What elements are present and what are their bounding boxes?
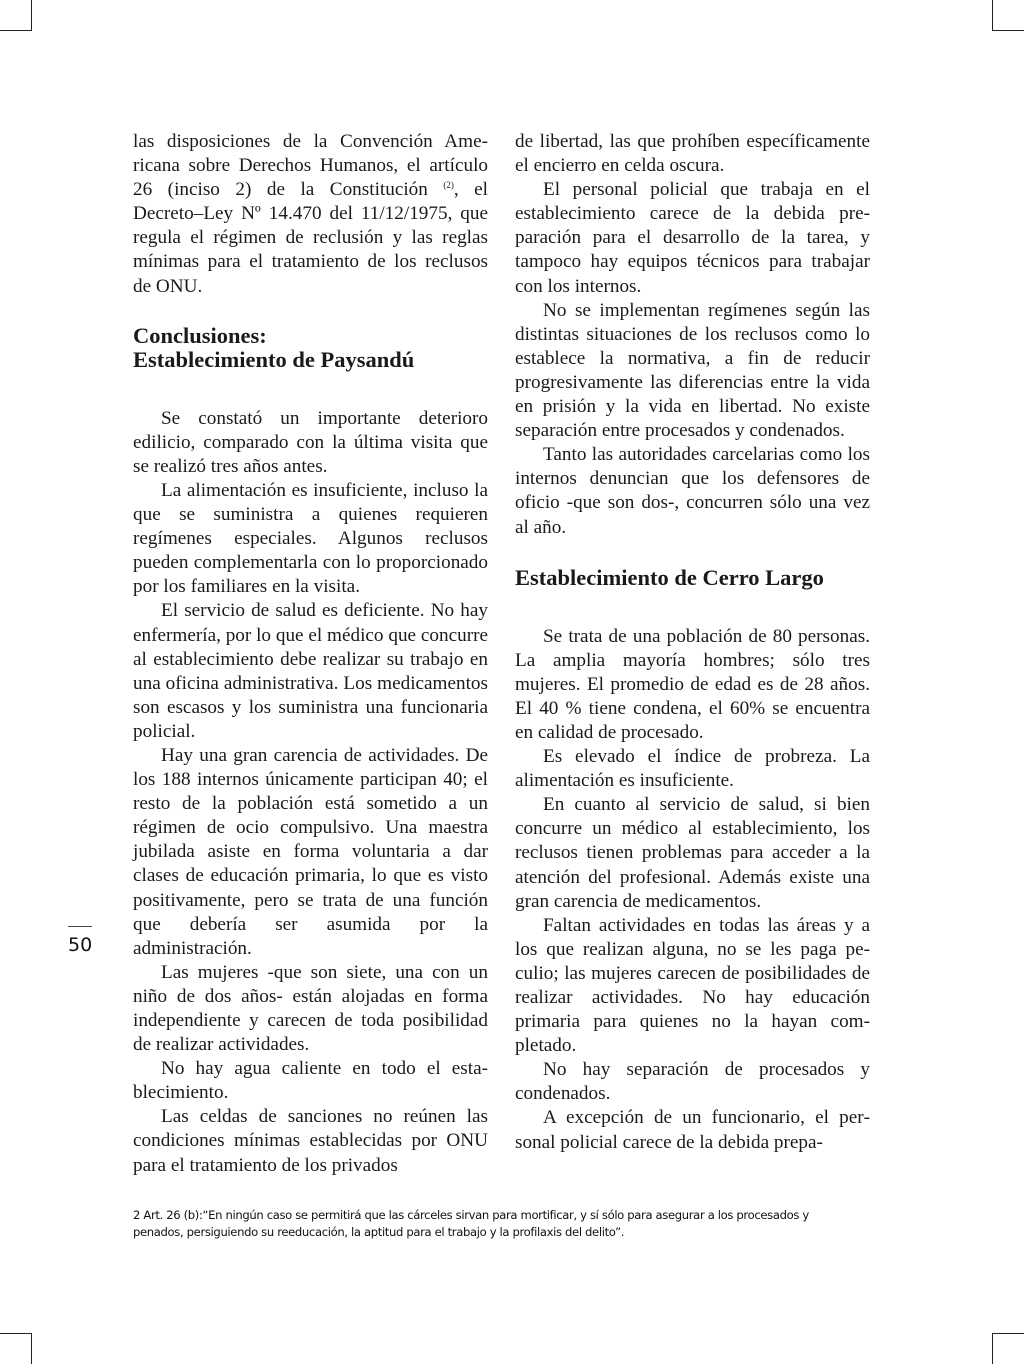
paragraph: Tanto las autoridades carcelarias como los internos denuncian que los defensores de oficio -que son dos-, concurren sólo una vez al año. [515,444,870,538]
crop-mark-top-right [992,0,993,31]
crop-mark-top-left [31,0,32,31]
page-number: 50 [68,934,93,956]
paragraph-intro-continuation: , el Decreto–Ley Nº 14.470 del 11/12/1975, que regula el régimen de reclusión y las reglas mínimas para el tratamiento de los reclusos de ONU. [133,179,488,297]
paragraph: No se implementan regímenes según las distintas situaciones de los reclusos como lo establece la normativa, a fin de reducir progresivamente las diferencias entre la vida en prisión y la vida en libertad. No existe separación entre procesados y condenados. [515,299,870,442]
paragraph: No hay separación de procesados y condenados. [515,1059,870,1105]
paragraph: Se constató un importante deterioro edilicio, comparado con la última visita que se realizó tres años antes. [133,407,488,477]
crop-mark-bottom-right [992,1333,993,1364]
section-heading-line2: Establecimiento de Paysandú [133,346,415,372]
paragraph: A excepción de un funcionario, el personal policial carece de la debida prepa- [515,1107,870,1153]
section-heading-cerro-largo: Establecimiento de Cerro Largo [515,564,824,590]
paragraph-continuation: de libertad, las que prohíben específicamente el encierro en celda oscura. [515,131,870,177]
footnote-line: 2 Art. 26 (b):“En ningún caso se permitirá que las cárceles sirvan para mortificar, y sí sólo para asegurar a los procesados y [133,1208,809,1222]
footnote-reference[interactable]: (2) [443,180,454,191]
paragraph: En cuanto al servicio de salud, si bien concurre un médico al establecimiento, los reclusos tienen problemas para acceder a la atención del profesional. Además existe una gran carencia de medicamentos. [515,794,870,912]
paragraph-intro [133,130,488,299]
paragraph-intro-text: las disposiciones de la Convención Americana sobre Derechos Humanos, el artículo 26 (inciso 2) de la Constitución [133,131,488,201]
paragraph: Se trata de una población de 80 personas. La amplia mayoría hombres; sólo tres mujeres. El promedio de edad es de 28 años. El 40 % tiene condena, el 60% se encuentra en calidad de procesado. [515,625,870,743]
left-column [133,130,488,1178]
crop-mark-top-left [0,30,31,31]
paragraph: El servicio de salud es deficiente. No hay enfermería, por lo que el médico que concurre al establecimiento debe realizar su trabajo en una oficina administrativa. Los medicamentos son escasos y los suministra una funcionaria policial. [133,600,488,742]
crop-mark-bottom-right [992,1333,1024,1334]
page-number-rule [68,926,92,927]
section-heading-paysandu [133,324,488,372]
crop-mark-top-right [992,30,1024,31]
right-column [515,130,870,1155]
paragraph: El personal policial que trabaja en el establecimiento carece de la debida preparación para el desarrollo de la tarea, y tampoco hay equipos técnicos para trabajar con los internos. [515,179,870,297]
crop-mark-bottom-left [0,1333,31,1334]
paragraph: Es elevado el índice de probreza. La alimentación es insuficiente. [515,746,870,792]
crop-mark-bottom-left [31,1333,32,1364]
paragraph: No hay agua caliente en todo el establecimiento. [133,1058,488,1104]
footnote [133,1207,873,1241]
paragraph: Hay una gran carencia de actividades. De los 188 internos únicamente participan 40; el resto de la población está sometido a un régimen de ocio compulsivo. Una maestra jubilada asiste en forma voluntaria a dar clases de educación primaria, lo que es visto positivamente, pero se trata de una función que debería ser asumida por la administración. [133,744,488,959]
section-heading-line1: Conclusiones: [133,322,267,348]
footnote-line: penados, persiguiendo su reeducación, la aptitud para el trabajo y la profilaxis del delito”. [133,1225,625,1239]
paragraph: La alimentación es insuficiente, incluso la que se suministra a quienes requieren regímenes especiales. Algunos reclusos pueden complementarla con lo proporcionado por los familiares en la visita. [133,479,488,598]
paragraph: Las celdas de sanciones no reúnen las condiciones mínimas establecidas por ONU para el tratamiento de los privados [133,1106,488,1176]
paragraph: Las mujeres -que son siete, una con un niño de dos años- están alojadas en forma independiente y carecen de toda posibilidad de realizar actividades. [133,961,488,1056]
paragraph: Faltan actividades en todas las áreas y a los que realizan alguna, no se les paga peculio; las mujeres carecen de posibilidades de realizar actividades. No hay educación primaria para quienes no la hayan completado. [515,914,870,1057]
